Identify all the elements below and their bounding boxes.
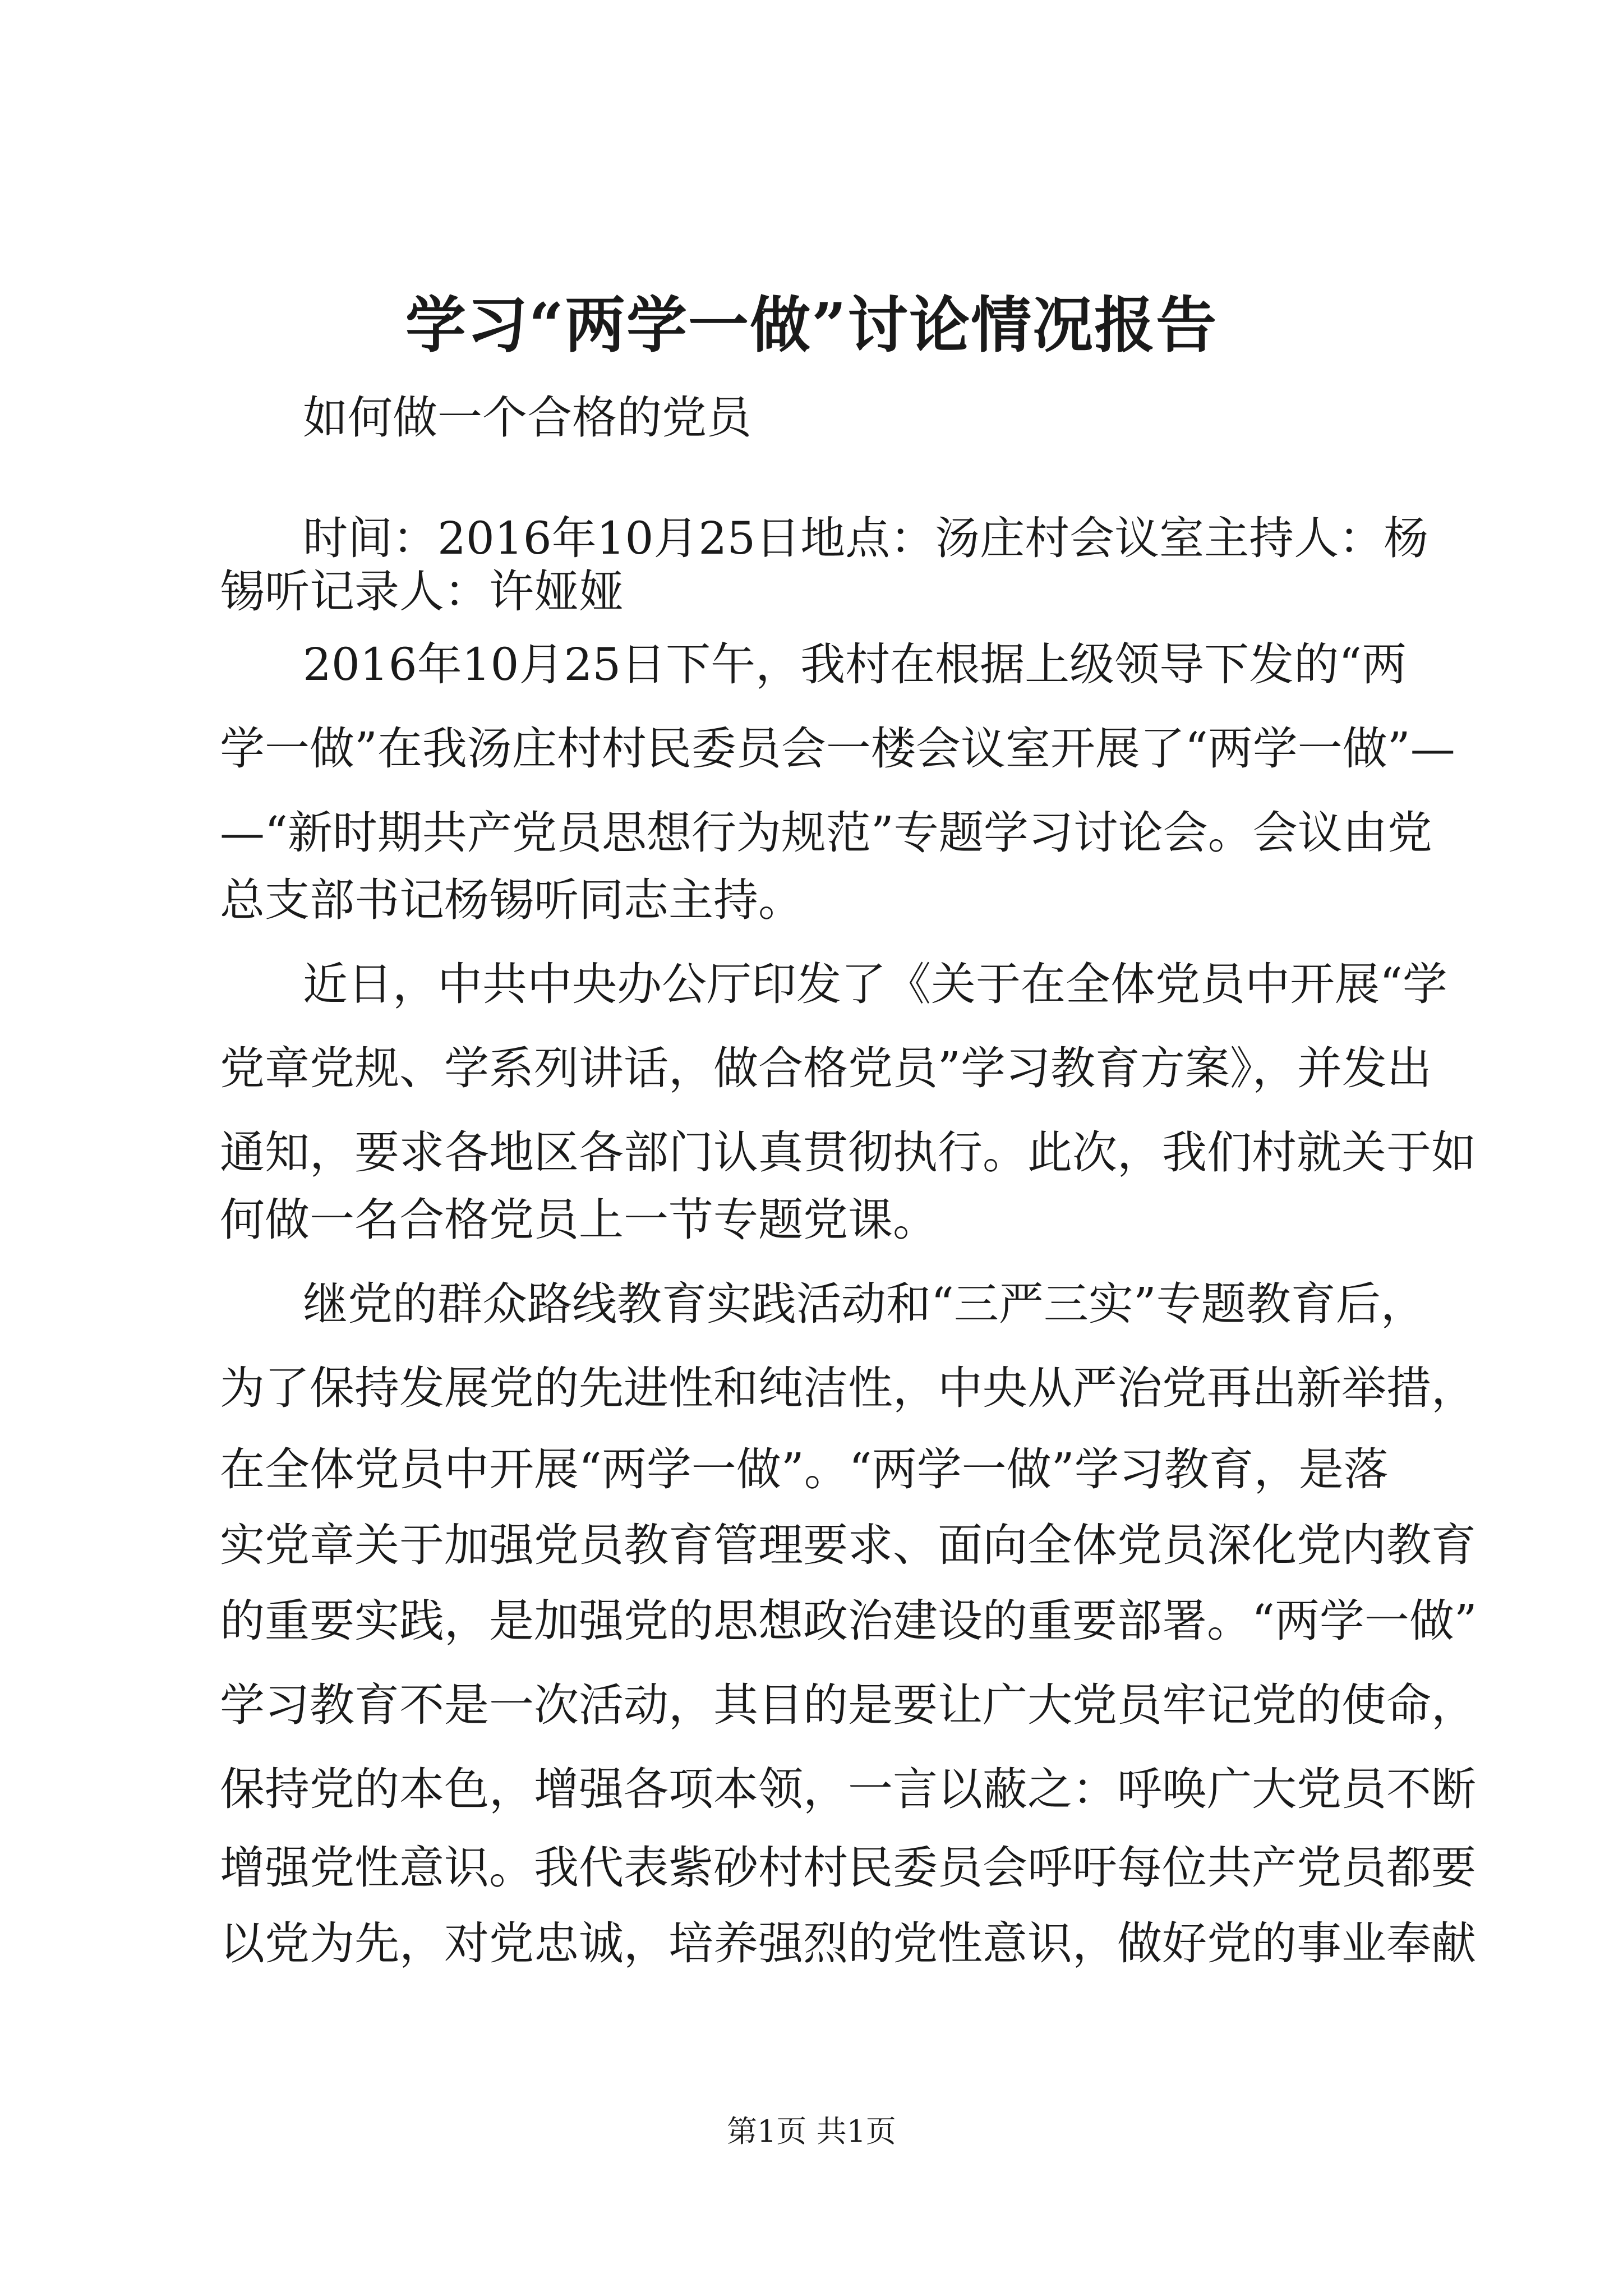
paragraph-line: 近日，中共中央办公厅印发了《关于在全体党员中开展“学	[303, 958, 1447, 1010]
paragraph-line: 实党章关于加强党员教育管理要求、面向全体党员深化党内教育	[220, 1519, 1476, 1571]
paragraph-line: 通知，要求各地区各部门认真贯彻执行。此次，我们村就关于如	[220, 1126, 1476, 1179]
meta-line: 锡听记录人：许娅娅	[220, 565, 624, 618]
paragraph-line: 的重要实践，是加强党的思想政治建设的重要部署。“两学一做”	[220, 1595, 1477, 1647]
paragraph-line: 为了保持发展党的先进性和纯洁性，中央从严治党再出新举措，	[220, 1362, 1476, 1414]
paragraph-line: 2016年10月25日下午，我村在根据上级领导下发的“两	[303, 638, 1407, 691]
paragraph-line: 总支部书记杨锡听同志主持。	[220, 874, 803, 926]
paragraph-line: —“新时期共产党员思想行为规范”专题学习讨论会。会议由党	[220, 807, 1432, 859]
paragraph-line: 增强党性意识。我代表紫砂村村民委员会呼吁每位共产党员都要	[220, 1842, 1476, 1894]
paragraph-line: 学一做”在我汤庄村村民委员会一楼会议室开展了“两学一做”—	[220, 723, 1455, 775]
paragraph-line: 以党为先，对党忠诚，培养强烈的党性意识，做好党的事业奉献	[220, 1917, 1476, 1970]
document-subtitle: 如何做一个合格的党员	[303, 392, 751, 444]
paragraph-line: 在全体党员中开展“两学一做”。“两学一做”学习教育，是落	[220, 1443, 1389, 1496]
document-title: 学习“两学一做”讨论情况报告	[405, 290, 1218, 361]
paragraph-line: 何做一名合格党员上一节专题党课。	[220, 1194, 938, 1246]
page-footer: 第1页 共1页	[727, 2114, 896, 2149]
meta-line: 时间：2016年10月25日地点：汤庄村会议室主持人：杨	[303, 512, 1429, 564]
paragraph-line: 党章党规、学系列讲话，做合格党员”学习教育方案》，并发出	[220, 1042, 1432, 1094]
paragraph-line: 学习教育不是一次活动，其目的是要让广大党员牢记党的使命，	[220, 1679, 1476, 1731]
paragraph-line: 继党的群众路线教育实践活动和“三严三实”专题教育后，	[303, 1278, 1426, 1330]
paragraph-line: 保持党的本色，增强各项本领，一言以蔽之：呼唤广大党员不断	[220, 1763, 1476, 1815]
